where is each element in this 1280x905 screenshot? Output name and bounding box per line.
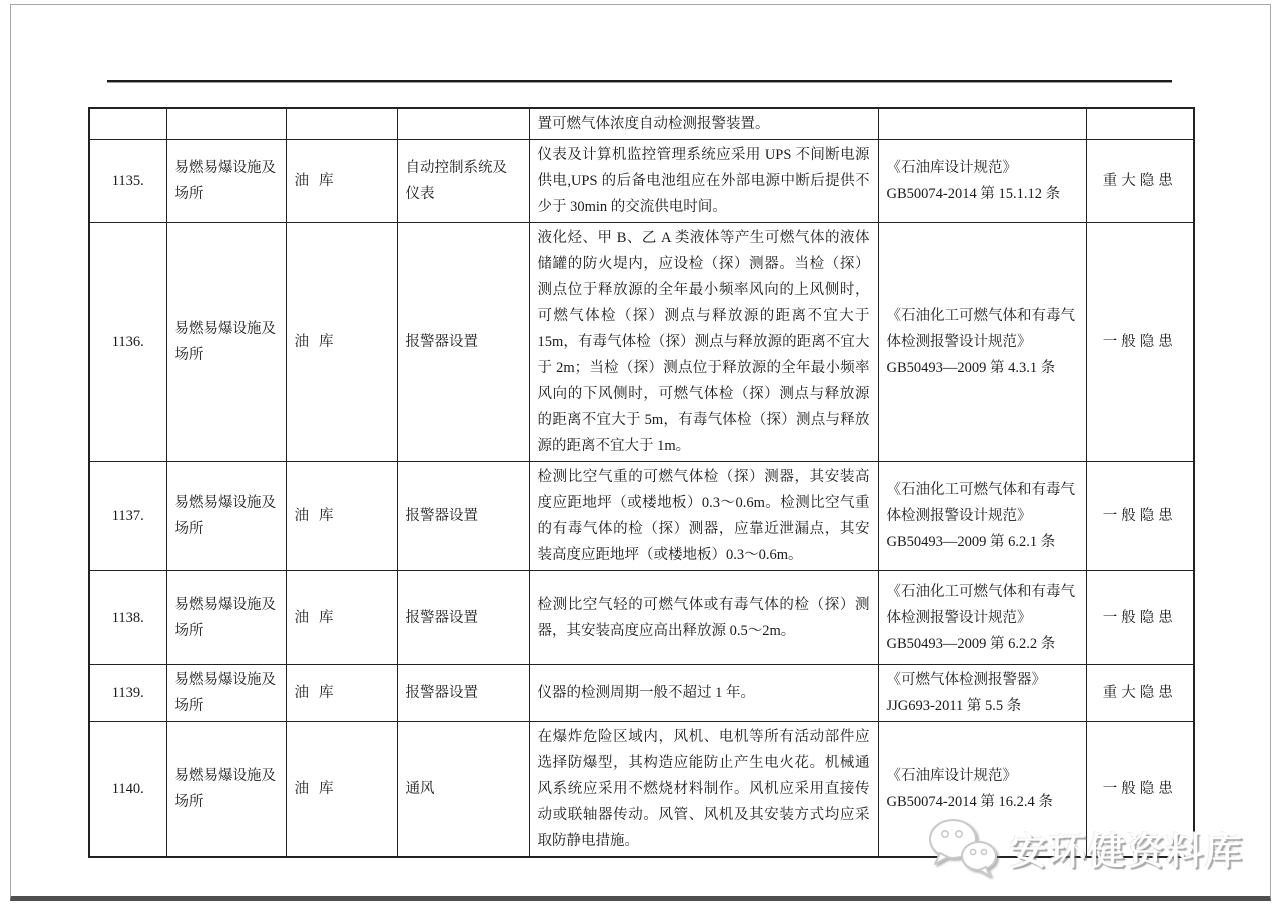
cell-category: 易燃易爆设施及场所 [166,223,286,462]
table-row [89,462,1194,571]
cell-level: 一般隐患 [1086,571,1194,665]
table-row [89,140,1194,223]
cell-item: 报警器设置 [397,462,529,571]
cell-level: 重大隐患 [1086,665,1194,722]
cell-location: 油库 [286,140,397,223]
cell-item: 通风 [397,722,529,858]
cell-category: 易燃易爆设施及场所 [166,571,286,665]
cell-no: 1136. [89,223,166,462]
cell-basis [878,108,1086,140]
cell-item: 报警器设置 [397,571,529,665]
cell-location [286,108,397,140]
cell-level [1086,108,1194,140]
cell-description: 仪器的检测周期一般不超过 1 年。 [529,665,878,722]
cell-item: 报警器设置 [397,665,529,722]
table-row [89,665,1194,722]
cell-item: 自动控制系统及仪表 [397,140,529,223]
table-row [89,108,1194,140]
cell-level: 一般隐患 [1086,462,1194,571]
cell-description: 置可燃气体浓度自动检测报警装置。 [529,108,878,140]
watermark-label: 安环健资料库 [1010,832,1244,873]
cell-location: 油库 [286,571,397,665]
table-row [89,223,1194,462]
cell-no [89,108,166,140]
cell-level: 重大隐患 [1086,140,1194,223]
cell-basis: 《石油化工可燃气体和有毒气体检测报警设计规范》GB50493—2009 第 4.3.1 条 [878,223,1086,462]
table-row [89,571,1194,665]
cell-category: 易燃易爆设施及场所 [166,665,286,722]
cell-basis: 《石油化工可燃气体和有毒气体检测报警设计规范》GB50493—2009 第 6.2.1 条 [878,462,1086,571]
header-rule [107,80,1172,83]
cell-description: 在爆炸危险区域内，风机、电机等所有活动部件应选择防爆型，其构造应能防止产生电火花。机械通风系统应采用不燃烧材料制作。风机应采用直接传动或联轴器传动。风管、风机及其安装方式均应采取防静电措施。 [529,722,878,858]
cell-level: 一般隐患 [1086,722,1194,858]
cell-no: 1138. [89,571,166,665]
cell-description: 检测比空气轻的可燃气体或有毒气体的检（探）测器，其安装高度应高出释放源 0.5～2m。 [529,571,878,665]
cell-category [166,108,286,140]
cell-description: 检测比空气重的可燃气体检（探）测器，其安装高度应距地坪（或楼地板）0.3～0.6m。检测比空气重的有毒气体的检（探）测器，应靠近泄漏点，其安装高度应距地坪（或楼地板）0.3～0.6m。 [529,462,878,571]
cell-category: 易燃易爆设施及场所 [166,462,286,571]
cell-location: 油库 [286,665,397,722]
cell-description: 液化烃、甲 B、乙 A 类液体等产生可燃气体的液体储罐的防火堤内，应设检（探）测器。当检（探）测点位于释放源的全年最小频率风向的上风侧时，可燃气体检（探）测点与释放源的距离不宜大于 15m，有毒气体检（探）测点与释放源的距离不宜大于 2m；当检（探）测点位于释放源的全年最小频率风向的下风侧时，可燃气体检（探）测点与释放源的距离不宜大于 5m，有毒气体检（探）测点与释放源的距离不宜大于 1m。 [529,223,878,462]
cell-no: 1135. [89,140,166,223]
cell-location: 油库 [286,462,397,571]
cell-no: 1137. [89,462,166,571]
cell-location: 油库 [286,223,397,462]
wechat-icon [926,817,1002,879]
cell-location: 油库 [286,722,397,858]
watermark [926,816,1244,880]
cell-category: 易燃易爆设施及场所 [166,722,286,858]
hazard-table [88,107,1195,858]
cell-basis: 《石油库设计规范》GB50074-2014 第 16.2.4 条 [878,722,1086,858]
cell-level: 一般隐患 [1086,223,1194,462]
cell-item [397,108,529,140]
cell-item: 报警器设置 [397,223,529,462]
cell-category: 易燃易爆设施及场所 [166,140,286,223]
cell-no: 1139. [89,665,166,722]
cell-description: 仪表及计算机监控管理系统应采用 UPS 不间断电源供电,UPS 的后备电池组应在外部电源中断后提供不少于 30min 的交流供电时间。 [529,140,878,223]
cell-basis: 《石油化工可燃气体和有毒气体检测报警设计规范》GB50493—2009 第 6.2.2 条 [878,571,1086,665]
cell-no: 1140. [89,722,166,858]
cell-basis: 《可燃气体检测报警器》JJG693-2011 第 5.5 条 [878,665,1086,722]
cell-basis: 《石油库设计规范》GB50074-2014 第 15.1.12 条 [878,140,1086,223]
